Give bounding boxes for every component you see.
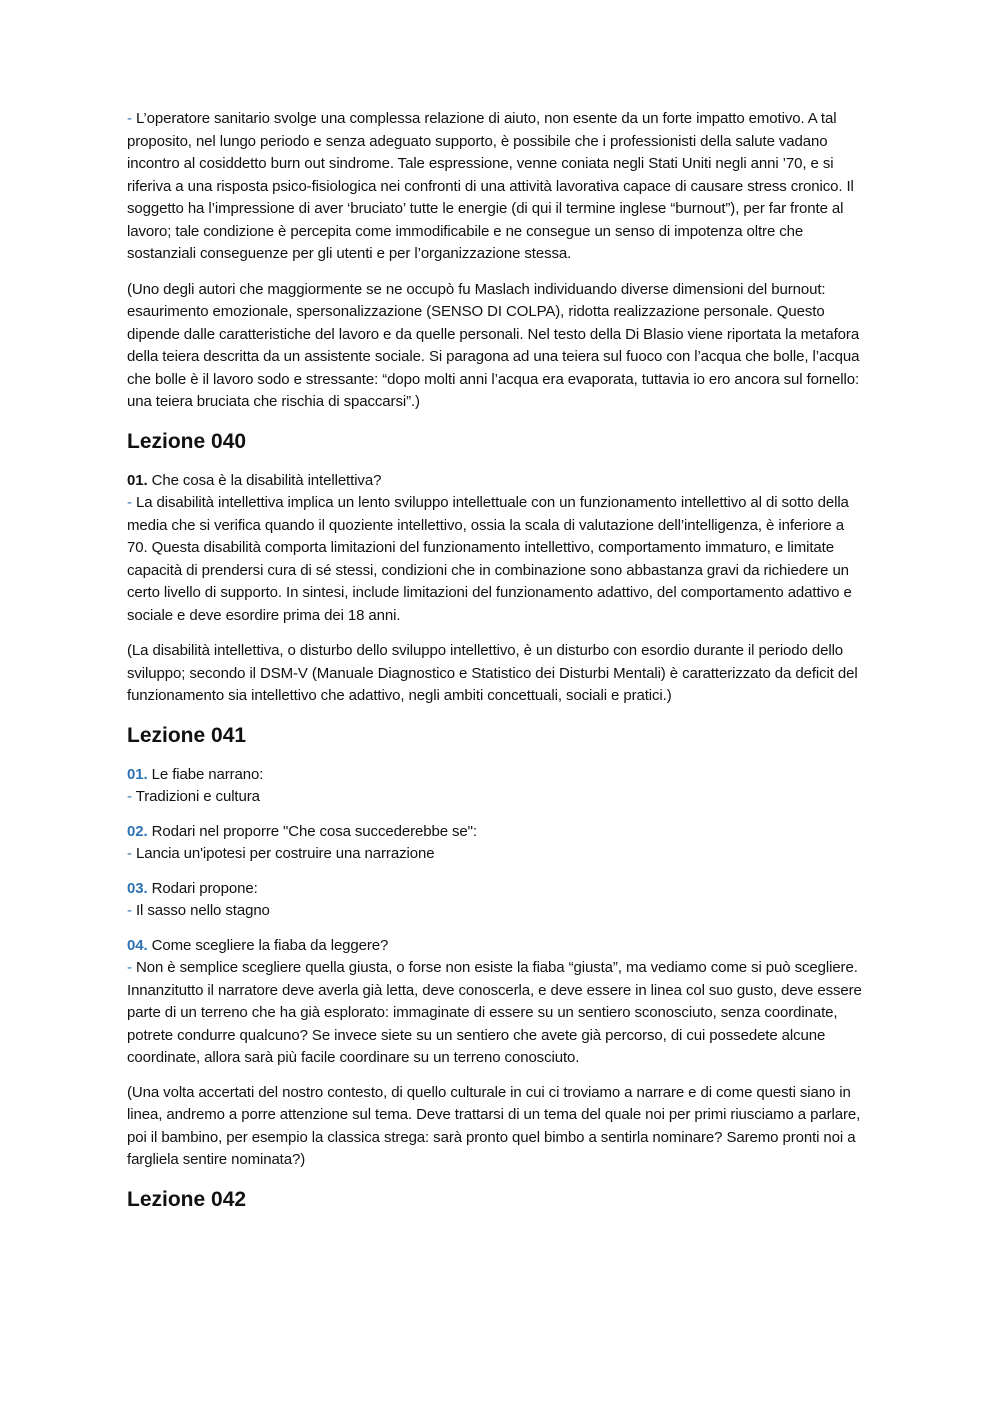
question-line (127, 935, 865, 958)
answer-text: Non è semplice scegliere quella giusta, o forse non esiste la fiaba “giusta”, ma vediamo come si può scegliere. Innanzitutto il narratore deve averla già letta, deve conoscerla, e deve essere in linea col suo gusto, deve essere parte di un terreno che ha già esplorato: immaginate di essere su un sentiero sconosciuto, senza coordinate, potrete condurre qualcuno? Se invece siete su un sentiero che avete già percorso, di cui possedete alcune coordinate, allora sarà più facile coordinare su un terreno conosciuto. (127, 959, 862, 1066)
burnout-note: (Uno degli autori che maggiormente se ne occupò fu Maslach individuando diverse dimensioni del burnout: esaurimento emozionale, spersonalizzazione (SENSO DI COLPA), ridotta realizzazione personale. Questo dipende dalle caratteristiche del lavoro e da quelle personali. Nel testo della Di Blasio viene riportata la metafora della teiera descritta da un assistente sociale. Si paragona ad una teiera sul fuoco con l’acqua che bolle, l’acqua che bolle è il lavoro sodo e stressante: “dopo molti anni l’acqua era evaporata, tuttavia io ero ancora sul fornello: una teiera bruciata che rischia di spaccarsi”.) (127, 280, 860, 410)
burnout-answer-text: L’operatore sanitario svolge una complessa relazione di aiuto, non esente da un forte impatto emotivo. A tal proposito, nel lungo periodo e senza adeguato supporto, è possibile che i professionisti della salute vadano incontro al cosiddetto burn out sindrome. Tale espressione, venne coniata negli Stati Uniti negli anni ’70, e si riferiva a una risposta psico-fisiologica nei confronti di una attività lavorativa capace di causare stress cronico. Il soggetto ha l’impressione di aver ‘bruciato’ tutte le energie (di qui il termine inglese “burnout”), per far fronte al lavoro; tale condizione è percepita come immodificabile e ne consegue un senso di impotenza oltre che sostanziali conseguenze per gli utenti e per l’organizzazione stessa. (127, 110, 854, 262)
question-number: 04. (127, 936, 148, 954)
question-number: 01. (127, 765, 148, 783)
answer-text: Il sasso nello stagno (135, 902, 270, 919)
lezione-041-q3 (127, 878, 865, 923)
question-number: 02. (127, 822, 148, 840)
lezione-041-q2 (127, 821, 865, 866)
answer-dash: - (127, 959, 132, 976)
answer-line (127, 492, 865, 627)
answer-line (127, 900, 865, 923)
answer-dash: - (127, 110, 132, 127)
answer-text: Tradizioni e cultura (135, 788, 260, 805)
question-text: Le fiabe narrano: (151, 765, 264, 783)
answer-line (127, 957, 865, 1070)
answer-dash: - (127, 845, 132, 862)
question-number: 03. (127, 879, 148, 897)
question-line (127, 821, 865, 844)
lezione-041-q4 (127, 935, 865, 1070)
lezione-040-q1 (127, 470, 865, 628)
burnout-answer-block (127, 108, 865, 414)
answer-line (127, 786, 865, 809)
question-text: Come scegliere la fiaba da leggere? (151, 936, 389, 954)
question-text: Che cosa è la disabilità intellettiva? (151, 471, 382, 489)
answer-dash: - (127, 902, 132, 919)
lezione-042-heading: Lezione 042 (127, 1187, 247, 1211)
question-line (127, 878, 865, 901)
lezione-040-note: (La disabilità intellettiva, o disturbo dello sviluppo intellettivo, è un disturbo con esordio durante il periodo dello sviluppo; secondo il DSM-V (Manuale Diagnostico e Statistico dei Disturbi Mentali) è caratterizzato da deficit del funzionamento sia intellettivo che adattivo, negli ambiti concettuali, sociali e pratici.) (127, 642, 858, 704)
question-line (127, 470, 865, 493)
answer-dash: - (127, 494, 132, 511)
answer-line (127, 843, 865, 866)
lezione-041-heading: Lezione 041 (127, 723, 247, 747)
lezione-040-heading: Lezione 040 (127, 429, 247, 453)
lezione-041-q1 (127, 764, 865, 809)
answer-dash: - (127, 788, 132, 805)
question-line (127, 764, 865, 787)
question-text: Rodari nel proporre "Che cosa succederebbe se": (151, 822, 477, 840)
question-number: 01. (127, 471, 148, 489)
answer-text: Lancia un'ipotesi per costruire una narrazione (135, 845, 435, 862)
answer-text: La disabilità intellettiva implica un lento sviluppo intellettuale con un funzionamento intellettivo al di sotto della media che si verifica quando il quoziente intellettivo, ossia la scala di valutazione dell’intelligenza, è inferiore a 70. Questa disabilità comporta limitazioni del funzionamento intellettivo, comportamento immaturo, e limitate capacità di prendersi cura di sé stessi, condizioni che in combinazione sono abbastanza gravi da richiedere un certo livello di supporto. In sintesi, include limitazioni del funzionamento adattivo, del comportamento adattivo e sociale e deve esordire prima dei 18 anni. (127, 494, 852, 624)
question-text: Rodari propone: (151, 879, 258, 897)
burnout-answer (127, 108, 865, 266)
lezione-041-note: (Una volta accertati del nostro contesto, di quello culturale in cui ci troviamo a narrare e di come questi siano in linea, andremo a porre attenzione sul tema. Deve trattarsi di un tema del quale noi per primi riusciamo a parlare, poi il bambino, per esempio la classica strega: sarà pronto quel bimbo a sentirla nominare? Saremo pronti noi a fargliela sentire nominata?) (127, 1083, 861, 1168)
